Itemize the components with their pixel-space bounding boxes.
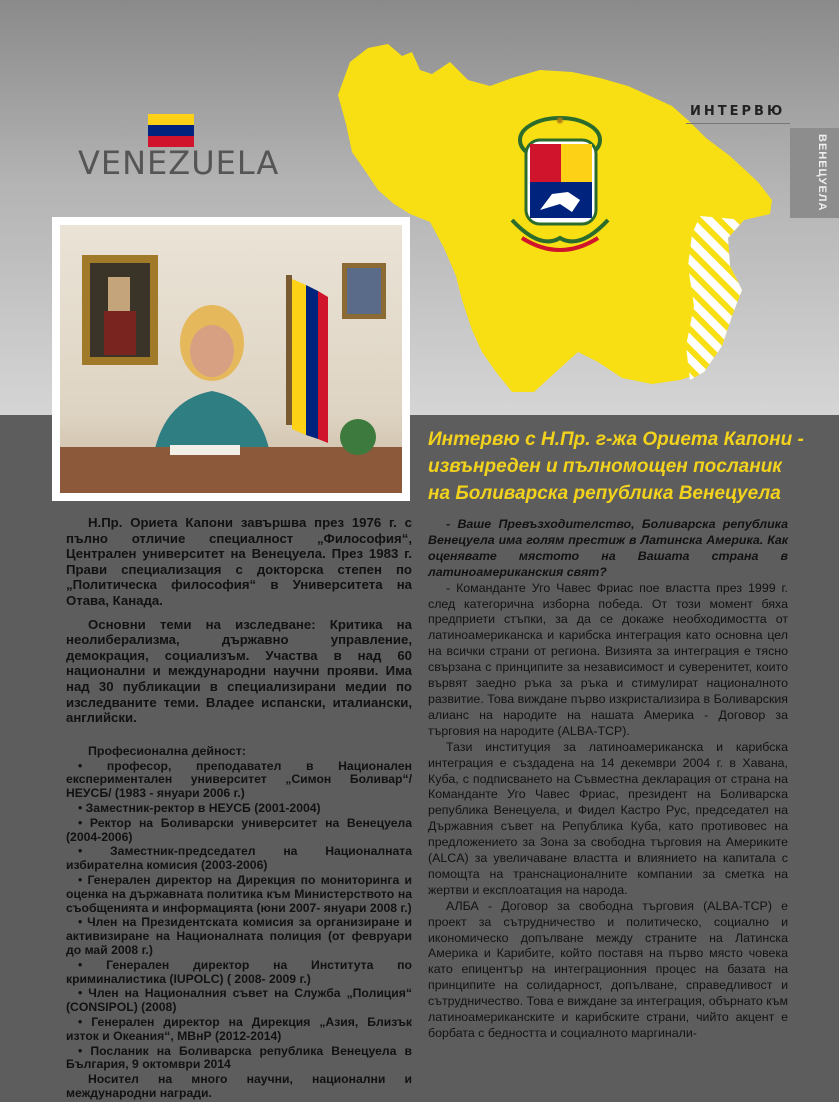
- list-item: • Заместник-председател на Националната избирателна комисия (2003-2006): [66, 844, 412, 873]
- left-column: [66, 515, 412, 1101]
- list-item: • Генерален директор на Института по криминалистика (IUPOLC) ( 2008- 2009 г.): [66, 957, 412, 986]
- awards-note: Носител на много научни, национални и международни награди.: [66, 1072, 412, 1100]
- side-tab-label: ВЕНЕЦУЕЛА: [816, 134, 828, 212]
- section-label: ИНТЕРВЮ: [690, 104, 786, 119]
- right-column: [428, 517, 788, 1042]
- headline-line-3: на Боливарска република Венецуела: [428, 483, 781, 504]
- list-item: • Генерален директор на Дирекция по мониторинга и оценка на държавната политика към Министерството на съобщенията и информацията (юни 2007- януари 2008 г.): [66, 873, 412, 915]
- interview-question: - Ваше Превъзходителство, Боливарска република Венецуела има голям престиж в Латинска Америка. Как оценявате мястото на Вашата страна в латиноамериканския свят?: [428, 517, 788, 579]
- ambassador-photo-frame: [52, 217, 410, 501]
- map-striped-region: [686, 216, 744, 380]
- country-title: VENEZUELA: [78, 144, 280, 182]
- ambassador-photo: [60, 225, 402, 493]
- bio-intro: Н.Пр. Ориета Капони завършва през 1976 г. с пълно отличие специалност „Философия“, Централен университет на Венецуела. През 1983 г. Прави специализация с докторска степен по „Политическа философия“ в Университета на Отава, Канада.: [66, 515, 412, 608]
- answer-paragraph: - Команданте Уго Чавес Фриас пое властта през 1999 г. след категорична изборна победа. От този момент бяха предприети стъпки, за да се докаже необходимостта от латиноамериканска и карибска интеграция като основна цел на всички страни от региона. Визията за интеграция е тясно свързана с принципите за независимост и суверенитет, които вървят заедно ръка за ръка и стимулират националното развитие. Това виждане първо изкристализира в Боливарския алианс на народите на нашата Америка - Договор за търговия на народите (ALBA-TCP).: [428, 580, 788, 738]
- headline-line-1: Интервю с Н.Пр. г-жа Ориета Капони -: [428, 429, 804, 450]
- list-item: • Заместник-ректор в НЕУСБ (2001-2004): [78, 801, 321, 816]
- list-item: • Генерален директор на Дирекция „Азия, Близък изток и Океания“, МВнР (2012-2014): [66, 1014, 412, 1043]
- svg-text:✺: ✺: [555, 116, 565, 127]
- answer-paragraph: АЛБА - Договор за свободна търговия (ALBA-TCP) е проект за сътрудничество и политическо, социално и икономическо допълване между страните на Латинска Америка и Карибите, който поставя на първо място човека като епицентър на интеграционния процес на базата на принципите на солидарност, допълване, справедливост и сътрудничество. Това е виждане за интеграция, обърнато към латиноамериканските и карибските страни, чийто акцент е борбата с бедността и социалното маргинали-: [428, 898, 788, 1040]
- list-item: • Член на Президентската комисия за организиране и активизиране на Националната полиция (от февруари до май 2008 г.): [66, 915, 412, 957]
- venezuela-flag-icon: [148, 114, 194, 148]
- answer-paragraph: Тази институция за латиноамериканска и карибска интеграция е създадена на 14 декември 2004 г. в Хавана, Куба, с подписването на Съвместна декларация от страна на Команданте Уго Чавес Фриас, президент на Боливарска република Венецуела, и Фидел Кастро Рус, председател на Държавния съвет на Република Куба, като противовес на предложението за Зона за свободна търговия на Америките (ALCA) за увеличаване властта и влиянието на капитала с помощта на транснационалните компании за сметка на жертви и експлоатация на народа.: [428, 739, 788, 897]
- section-divider: [686, 123, 790, 124]
- article-headline: [428, 426, 828, 507]
- research-themes: Основни теми на изследване: Критика на неолиберализма, държавно управление, демокрация, социализъм. Участва в над 60 национални и международни научни прояви. Има над 30 публикации в специализирани медии по изследваните теми. Владее испански, италиански, английски.: [66, 616, 412, 726]
- list-item: • Посланик на Боливарска република Венецуела в България, 9 октомври 2014: [66, 1043, 412, 1072]
- side-tab: [790, 128, 839, 218]
- list-item: • Член на Националния съвет на Служба „Полиция“ (CONSIPOL) (2008): [66, 986, 412, 1015]
- activity-heading: Професионална дейност:: [88, 743, 246, 758]
- activity-list: [66, 760, 412, 1073]
- headline-line-2: извънреден и пълномощен посланик: [428, 456, 782, 477]
- list-item: • професор, преподавател в Национален експериментален университет „Симон Боливар“/НЕУСБ/ (1983 - януари 2006 г.): [66, 758, 412, 801]
- list-item: • Ректор на Боливарски университет на Венецуела (2004-2006): [66, 815, 412, 844]
